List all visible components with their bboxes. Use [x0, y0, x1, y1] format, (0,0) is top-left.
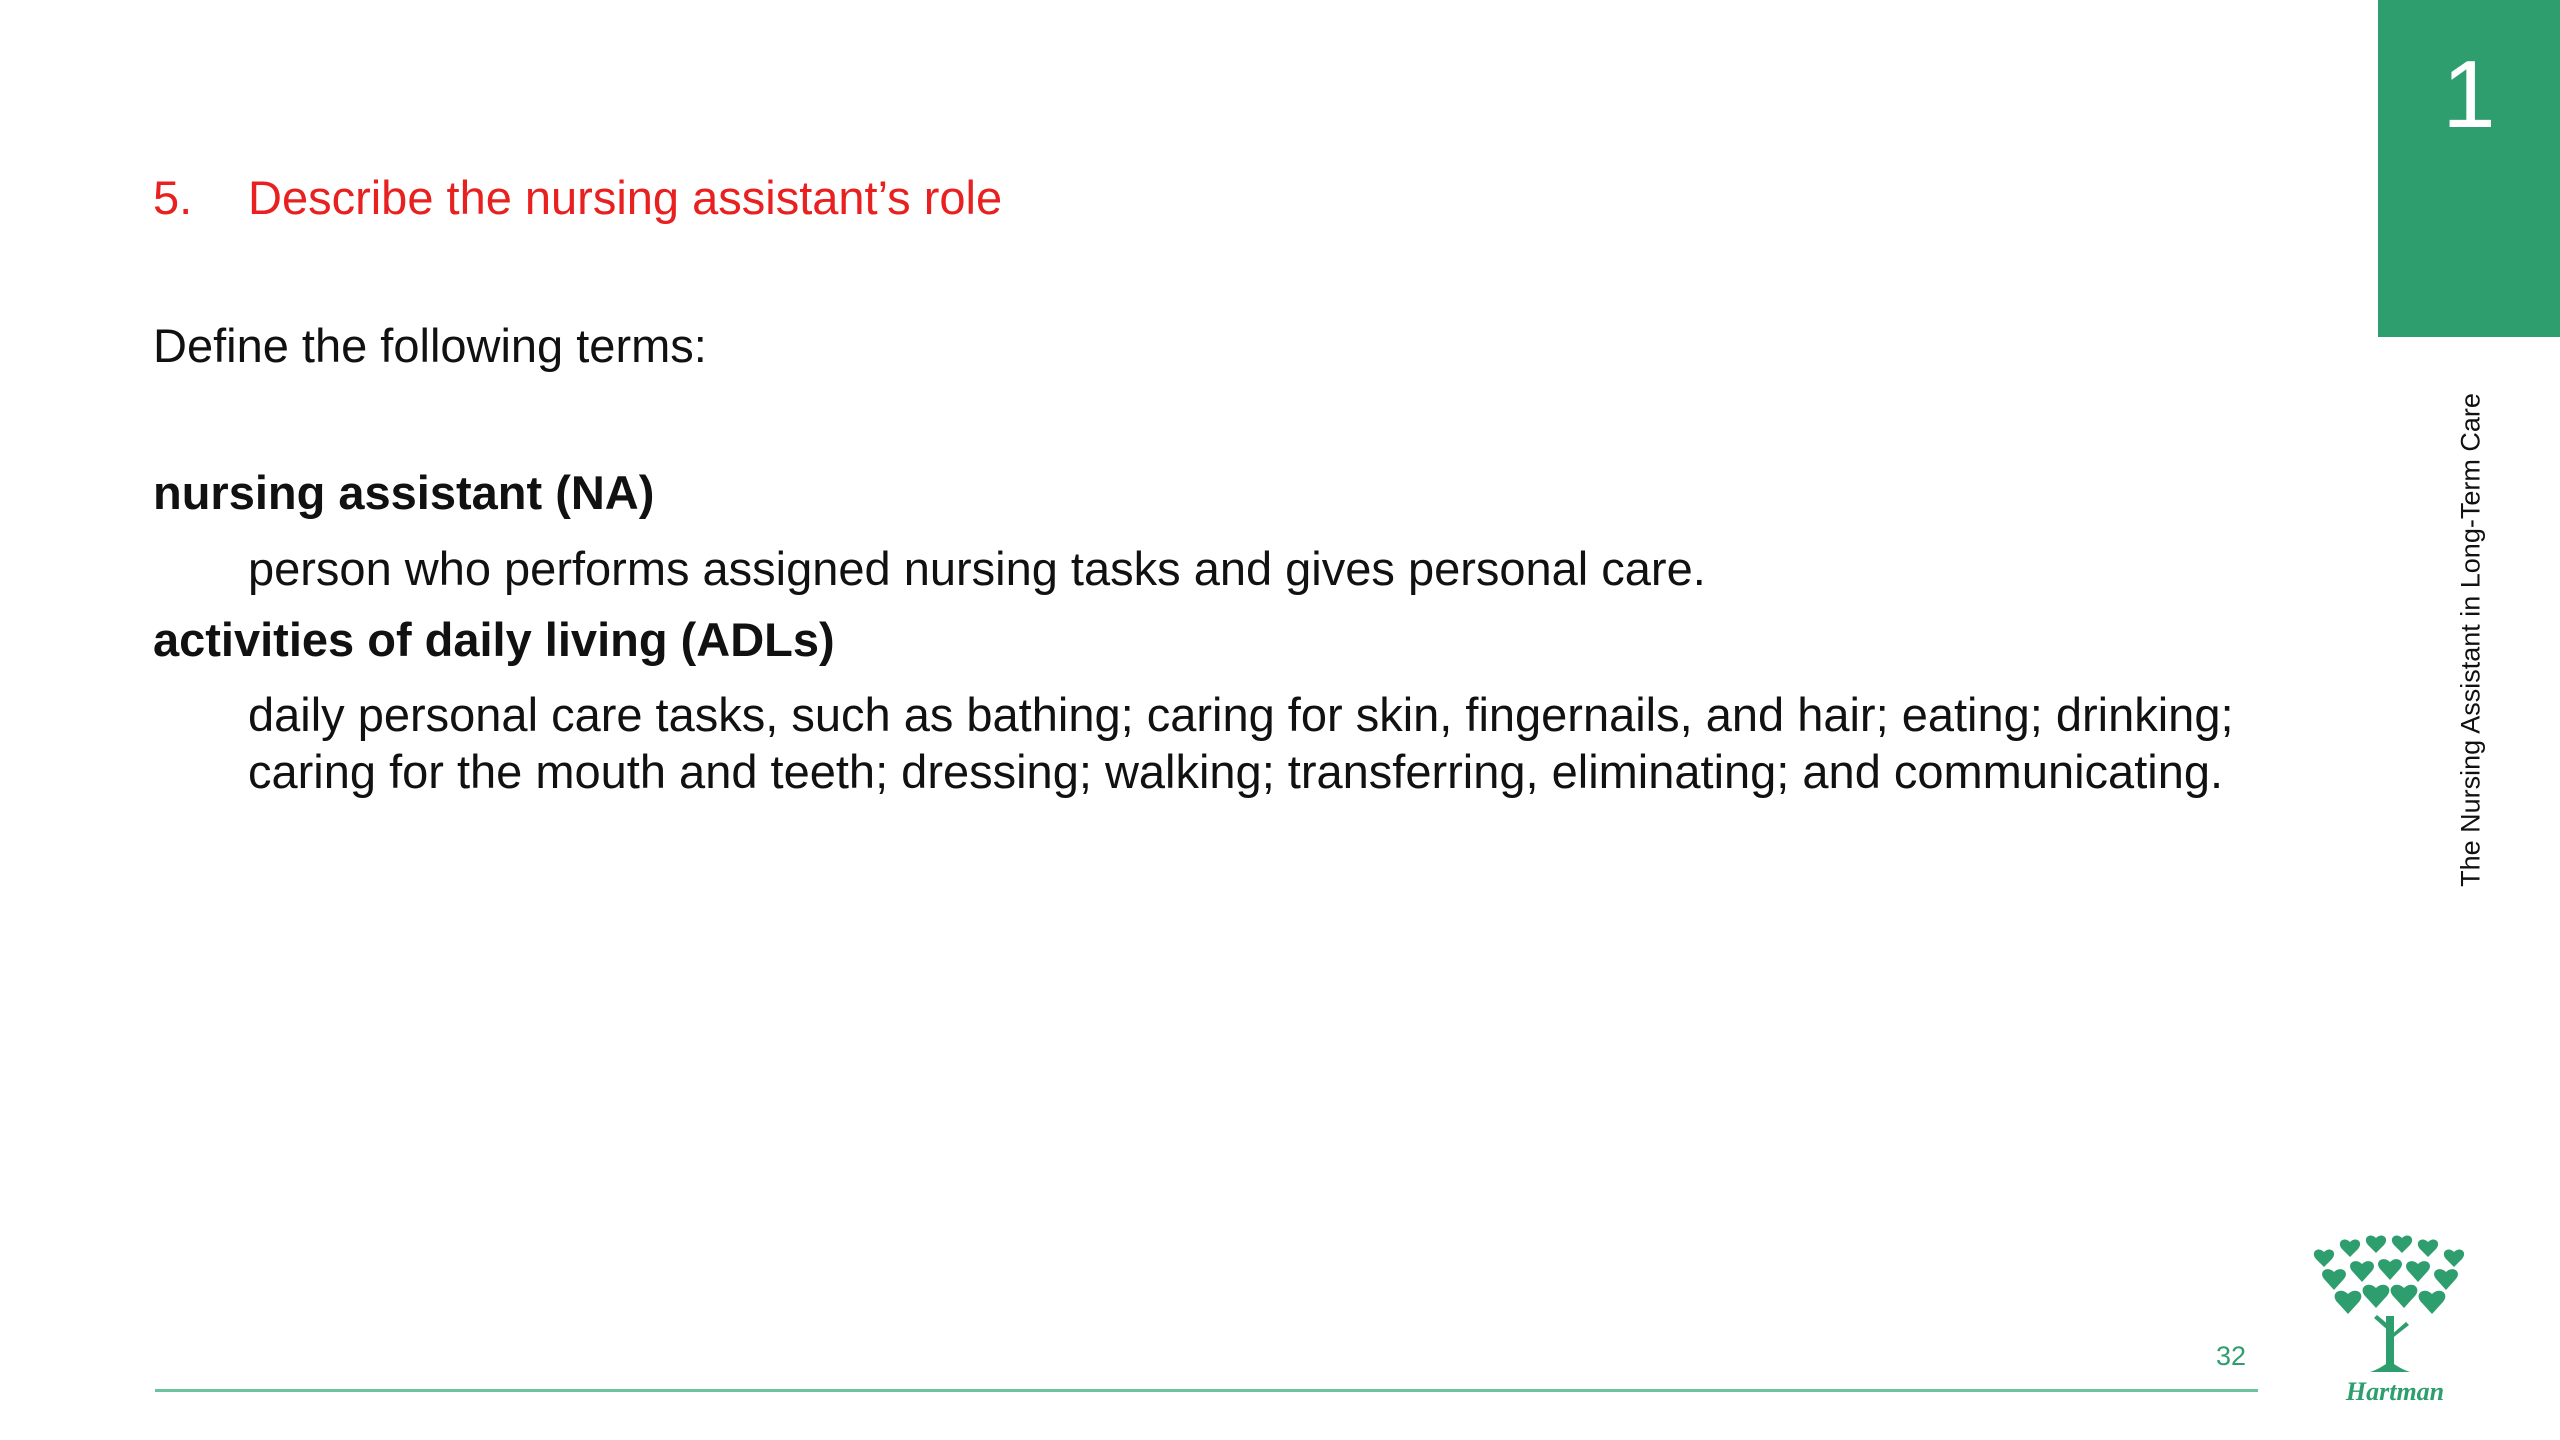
chapter-title-vertical — [2456, 380, 2486, 900]
term-definition: person who performs assigned nursing tasks and gives personal care. — [248, 542, 1706, 595]
chapter-number: 1 — [2442, 41, 2496, 148]
intro-text: Define the following terms: — [153, 319, 707, 372]
term-heading: nursing assistant (NA) — [153, 466, 655, 519]
tree-logo — [2310, 1232, 2480, 1407]
footer-divider — [155, 1389, 2258, 1392]
term-heading: activities of daily living (ADLs) — [153, 613, 835, 666]
chapter-title: The Nursing Assistant in Long-Term Care — [2455, 393, 2486, 887]
objective-number: 5. — [153, 171, 193, 224]
term-definition: daily personal care tasks, such as bathing; caring for skin, fingernails, and hair; eating; drinking; caring for the mouth and teeth; dressing; walking; transferring, eliminating; and communicating. — [248, 688, 2234, 798]
chapter-tab — [2378, 0, 2560, 337]
page-number: 32 — [2216, 1341, 2247, 1371]
objective-text: Describe the nursing assistant’s role — [248, 171, 1003, 224]
learning-objective — [153, 170, 1002, 225]
svg-text:Hartman: Hartman — [2345, 1377, 2445, 1406]
